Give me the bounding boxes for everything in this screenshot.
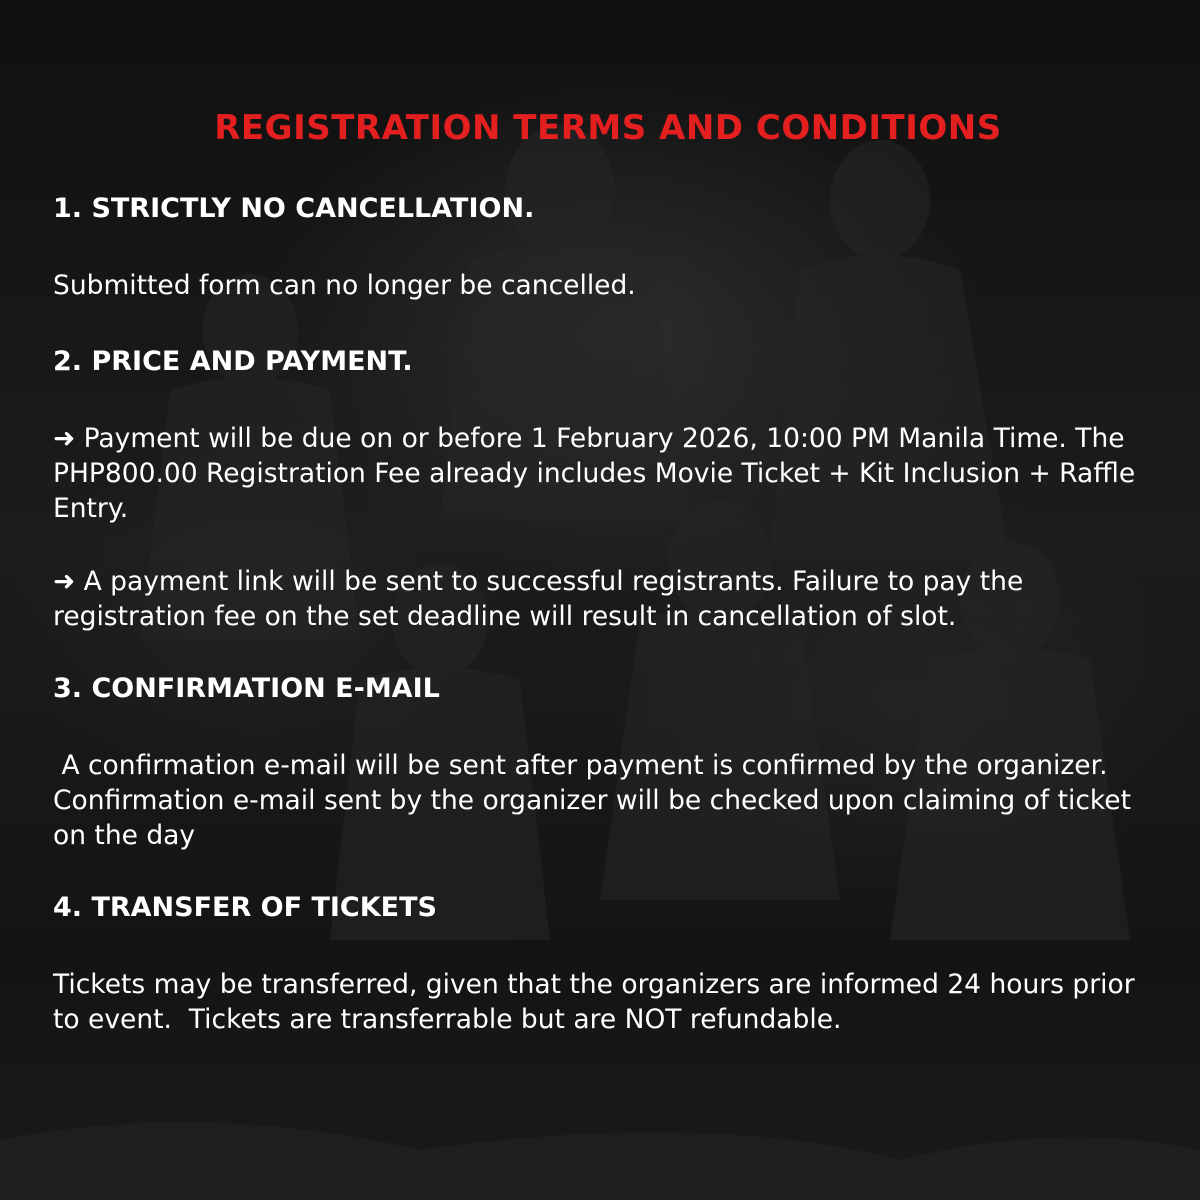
transfer-text: Tickets may be transferred, given that the organizers are informed 24 hours prior to event. Tickets are transferrable but are NOT refundable. xyxy=(53,969,1144,1035)
cancellation-text: Submitted form can no longer be cancelled. xyxy=(53,270,636,301)
payment-link-text: ➜ A payment link will be sent to successful registrants. Failure to pay the registration fee on the set deadline will result in cancellation of slot. xyxy=(53,566,1024,632)
section-heading-transfer: 4. TRANSFER OF TICKETS xyxy=(53,892,437,923)
section-heading-confirmation: 3. CONFIRMATION E-MAIL xyxy=(53,673,440,704)
confirmation-text: A confirmation e-mail will be sent after payment is confirmed by the organizer. Confirmation e-mail sent by the organizer will be checked upon claiming of ticket on the day xyxy=(53,750,1140,851)
section-heading-cancellation: 1. STRICTLY NO CANCELLATION. xyxy=(53,193,535,224)
page-title: REGISTRATION TERMS AND CONDITIONS xyxy=(214,108,1002,148)
terms-content xyxy=(53,108,1163,1037)
payment-due-text: ➜ Payment will be due on or before 1 February 2026, 10:00 PM Manila Time. The PHP800.00 Registration Fee already includes Movie Ticket + Kit Inclusion + Raffle Entry. xyxy=(53,423,1136,524)
section-heading-payment: 2. PRICE AND PAYMENT. xyxy=(53,346,413,377)
